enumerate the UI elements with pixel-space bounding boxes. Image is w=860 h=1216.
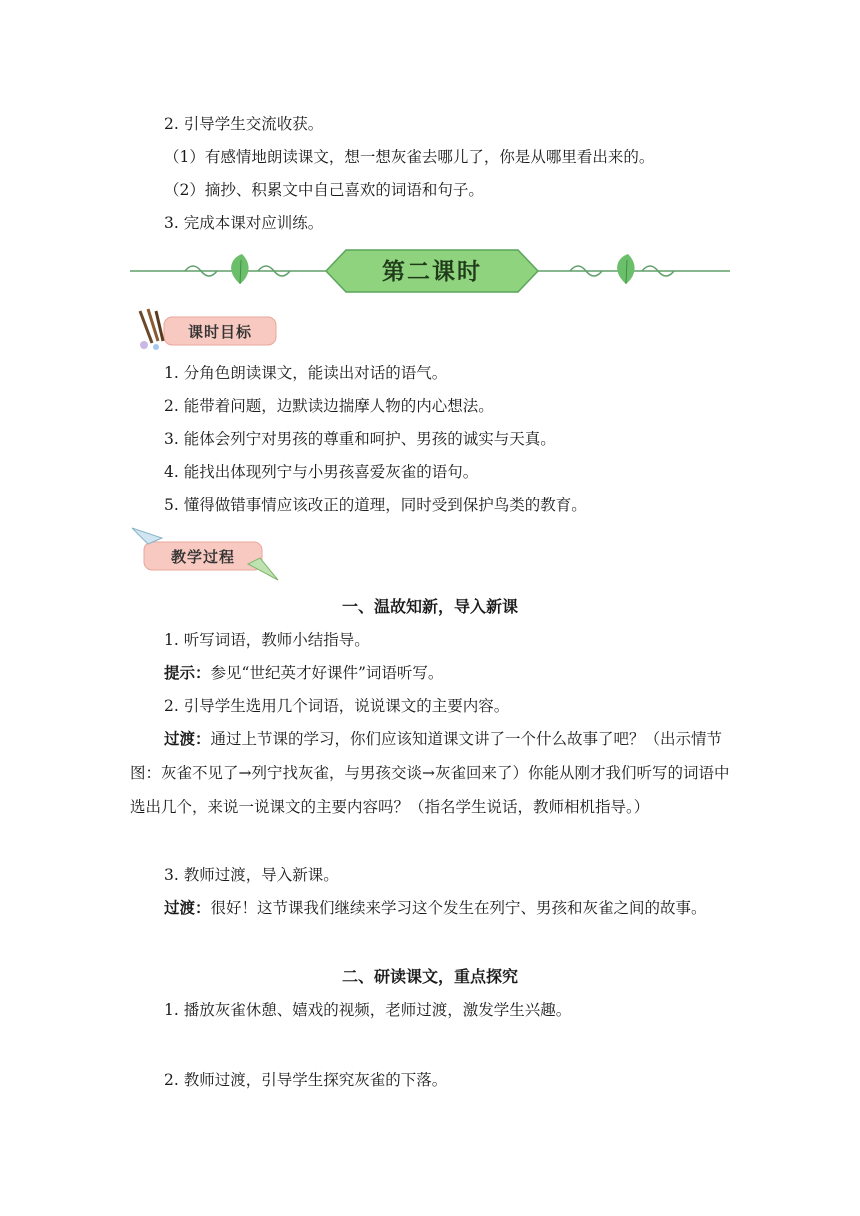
goal-item: 2. 能带着问题，边默读边揣摩人物的内心想法。 [164, 397, 494, 415]
goal-item: 5. 懂得做错事情应该改正的道理，同时受到保护鸟类的教育。 [164, 496, 587, 514]
text-line: 2. 引导学生选用几个词语，说说课文的主要内容。 [164, 697, 510, 715]
transition-paragraph [130, 891, 730, 925]
transition-label: 过渡： [164, 898, 211, 917]
transition-text: 很好！这节课我们继续来学习这个发生在列宁、男孩和灰雀之间的故事。 [210, 899, 707, 917]
goal-item: 1. 分角色朗读课文，能读出对话的语气。 [164, 364, 448, 382]
text-line: 1. 播放灰雀休憩、嬉戏的视频，老师过渡，激发学生兴趣。 [164, 1001, 572, 1019]
section-heading: 一、温故知新，导入新课 [341, 597, 518, 616]
section-heading: 二、研读课文，重点探究 [341, 967, 518, 986]
transition-text: 通过上节课的学习，你们应该知道课文讲了一个什么故事了吧？（出示情节图：灰雀不见了→列宁找灰雀，与男孩交谈→灰雀回来了）你能从刚才我们听写的词语中选出几个，来说一说课文的主要内容吗？（指名学生说话，教师相机指导。） [130, 730, 730, 816]
transition-paragraph [130, 722, 730, 824]
goal-item: 4. 能找出体现列宁与小男孩喜爱灰雀的语句。 [164, 463, 479, 481]
text-line: 3. 教师过渡，导入新课。 [164, 866, 339, 884]
text-line: 3. 完成本课对应训练。 [164, 214, 324, 232]
text-line: （2）摘抄、积累文中自己喜欢的词语和句子。 [164, 181, 484, 199]
hint-line [164, 662, 443, 684]
hint-label: 提示： [164, 663, 211, 682]
text-line: 2. 教师过渡，引导学生探究灰雀的下落。 [164, 1071, 448, 1089]
goals-badge [130, 307, 280, 351]
text-line: 1. 听写词语，教师小结指导。 [164, 631, 370, 649]
process-badge-label: 教学过程 [170, 548, 235, 566]
text-line: 2. 引导学生交流收获。 [164, 115, 324, 133]
banner-title: 第二课时 [382, 259, 482, 285]
process-badge [130, 524, 280, 582]
lesson-banner [130, 246, 730, 296]
goal-item: 3. 能体会列宁对男孩的尊重和呵护、男孩的诚实与天真。 [164, 430, 556, 448]
goals-badge-label: 课时目标 [187, 323, 252, 341]
hint-text: 参见“世纪英才好课件”词语听写。 [210, 664, 444, 682]
transition-label: 过渡： [164, 729, 211, 748]
text-line: （1）有感情地朗读课文，想一想灰雀去哪儿了，你是从哪里看出来的。 [164, 148, 655, 166]
